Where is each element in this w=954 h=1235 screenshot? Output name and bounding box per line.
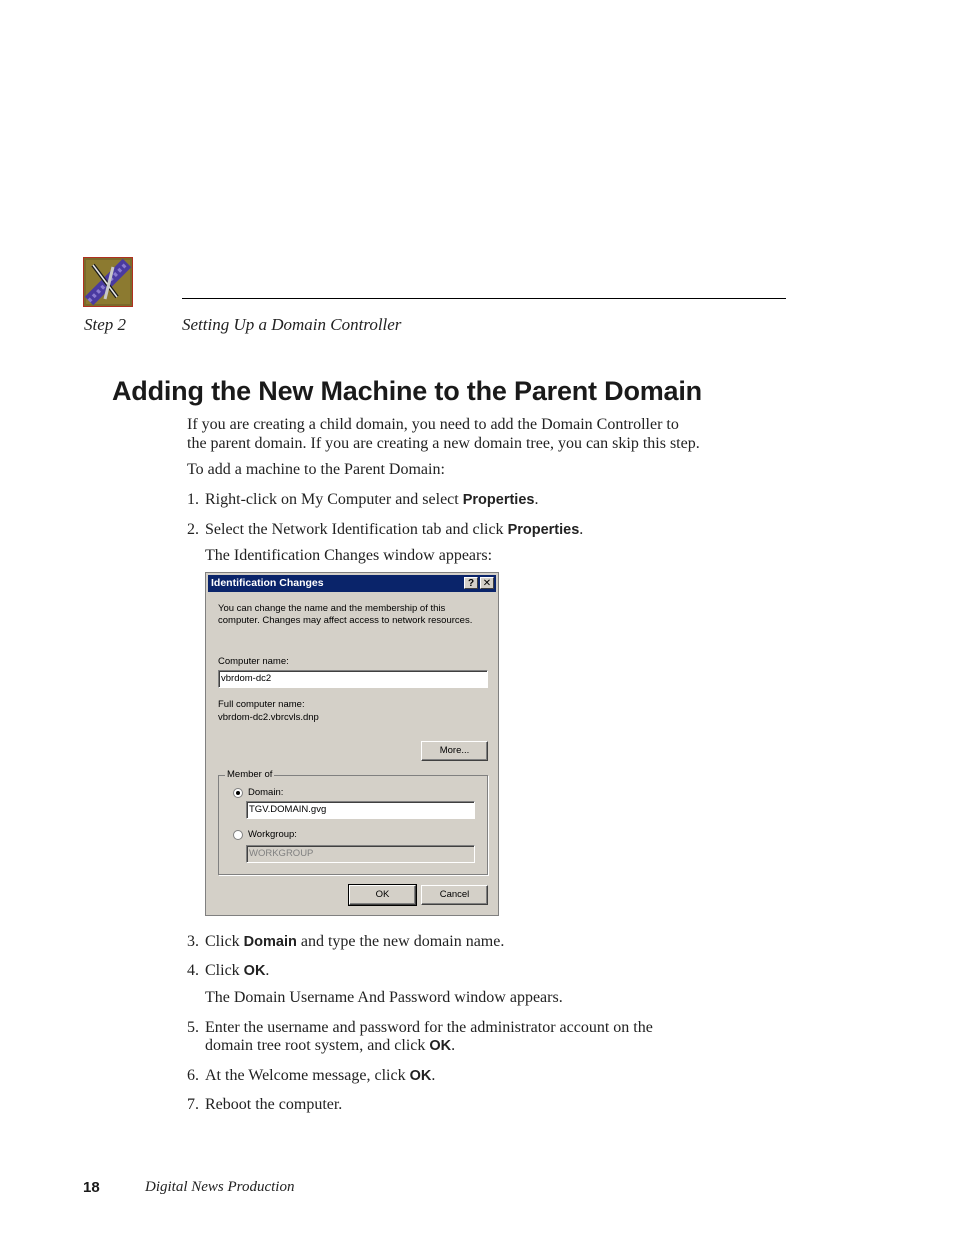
step-1-text: [205, 490, 538, 510]
member-of-label: Member of: [227, 769, 273, 780]
member-of-group: [218, 769, 488, 875]
cancel-button[interactable]: Cancel: [421, 885, 488, 905]
step-4-number: 4.: [187, 962, 199, 979]
step-2-bold: Properties: [507, 522, 580, 538]
help-button[interactable]: [464, 577, 478, 589]
full-computer-name-value: vbrdom-dc2.vbrcvls.dnp: [218, 712, 319, 723]
step-4-tail: .: [265, 962, 270, 979]
workgroup-input: WORKGROUP: [246, 845, 475, 863]
help-icon: ?: [467, 578, 475, 589]
step-6-body: At the Welcome message, click: [205, 1067, 410, 1084]
step-5-bold: OK: [429, 1038, 452, 1054]
step-4-bold: OK: [243, 963, 266, 979]
step-1-number: 1.: [187, 491, 199, 508]
step-2-number: 2.: [187, 521, 199, 538]
ok-button[interactable]: OK: [349, 885, 416, 905]
step-2-body: Select the Network Identification tab and click: [205, 521, 508, 538]
full-computer-name-label: Full computer name:: [218, 699, 305, 710]
step-4-text: [205, 961, 269, 981]
step-4-note: The Domain Username And Password window appears.: [205, 989, 563, 1006]
computer-name-label: Computer name:: [218, 656, 289, 667]
step-5-body: domain tree root system, and click: [205, 1037, 430, 1054]
more-button[interactable]: More...: [421, 741, 488, 761]
page-number: 18: [83, 1179, 100, 1196]
workgroup-radio[interactable]: [233, 830, 243, 840]
step-3-tail: and type the new domain name.: [296, 933, 505, 950]
lead-in: To add a machine to the Parent Domain:: [187, 461, 445, 478]
close-button[interactable]: [480, 577, 494, 589]
step-7-text: Reboot the computer.: [205, 1096, 343, 1113]
header-rule: [182, 298, 786, 299]
step-7-number: 7.: [187, 1096, 199, 1113]
film-reel-logo-icon: [83, 257, 133, 307]
domain-label: Domain:: [248, 787, 284, 798]
workgroup-label: Workgroup:: [248, 829, 297, 840]
domain-radio[interactable]: [233, 788, 243, 798]
product-logo: [83, 257, 133, 307]
step-6-number: 6.: [187, 1067, 199, 1084]
step-3-text: [205, 932, 504, 952]
step-5-line-1: Enter the username and password for the administrator account on the: [205, 1019, 653, 1036]
step-label: Step 2: [84, 315, 127, 334]
intro-line-2: the parent domain. If you are creating a new domain tree, you can skip this step.: [187, 435, 700, 452]
step-1-bold: Properties: [462, 492, 535, 508]
step-5-number: 5.: [187, 1019, 199, 1036]
step-2-tail: .: [579, 521, 584, 538]
identification-changes-dialog: [205, 572, 499, 916]
section-title: Adding the New Machine to the Parent Domain: [112, 376, 702, 406]
step-1-tail: .: [534, 491, 539, 508]
dialog-description-2: computer. Changes may affect access to network resources.: [218, 615, 473, 626]
step-4-body: Click: [205, 962, 244, 979]
step-3-bold: Domain: [243, 934, 297, 950]
step-6-bold: OK: [409, 1068, 432, 1084]
step-6-text: [205, 1066, 435, 1086]
step-5-tail: .: [451, 1037, 456, 1054]
dialog-title: Identification Changes: [211, 577, 324, 589]
dialog-description-1: You can change the name and the membership of this: [218, 603, 446, 614]
intro-line-1: If you are creating a child domain, you need to add the Domain Controller to: [187, 416, 679, 433]
step-2-text: [205, 520, 583, 540]
step-3-body: Click: [205, 933, 244, 950]
step-1-body: Right-click on My Computer and select: [205, 491, 463, 508]
domain-input[interactable]: TGV.DOMAIN.gvg: [246, 801, 475, 819]
step-3-number: 3.: [187, 933, 199, 950]
computer-name-input[interactable]: vbrdom-dc2: [218, 670, 488, 688]
chapter-title: Setting Up a Domain Controller: [182, 315, 402, 334]
close-icon: ✕: [482, 578, 492, 589]
step-6-tail: .: [431, 1067, 436, 1084]
book-title: Digital News Production: [145, 1179, 295, 1195]
step-5-line-2: [205, 1036, 455, 1056]
step-2-note: The Identification Changes window appears:: [205, 547, 493, 564]
dialog-titlebar: [208, 575, 496, 592]
